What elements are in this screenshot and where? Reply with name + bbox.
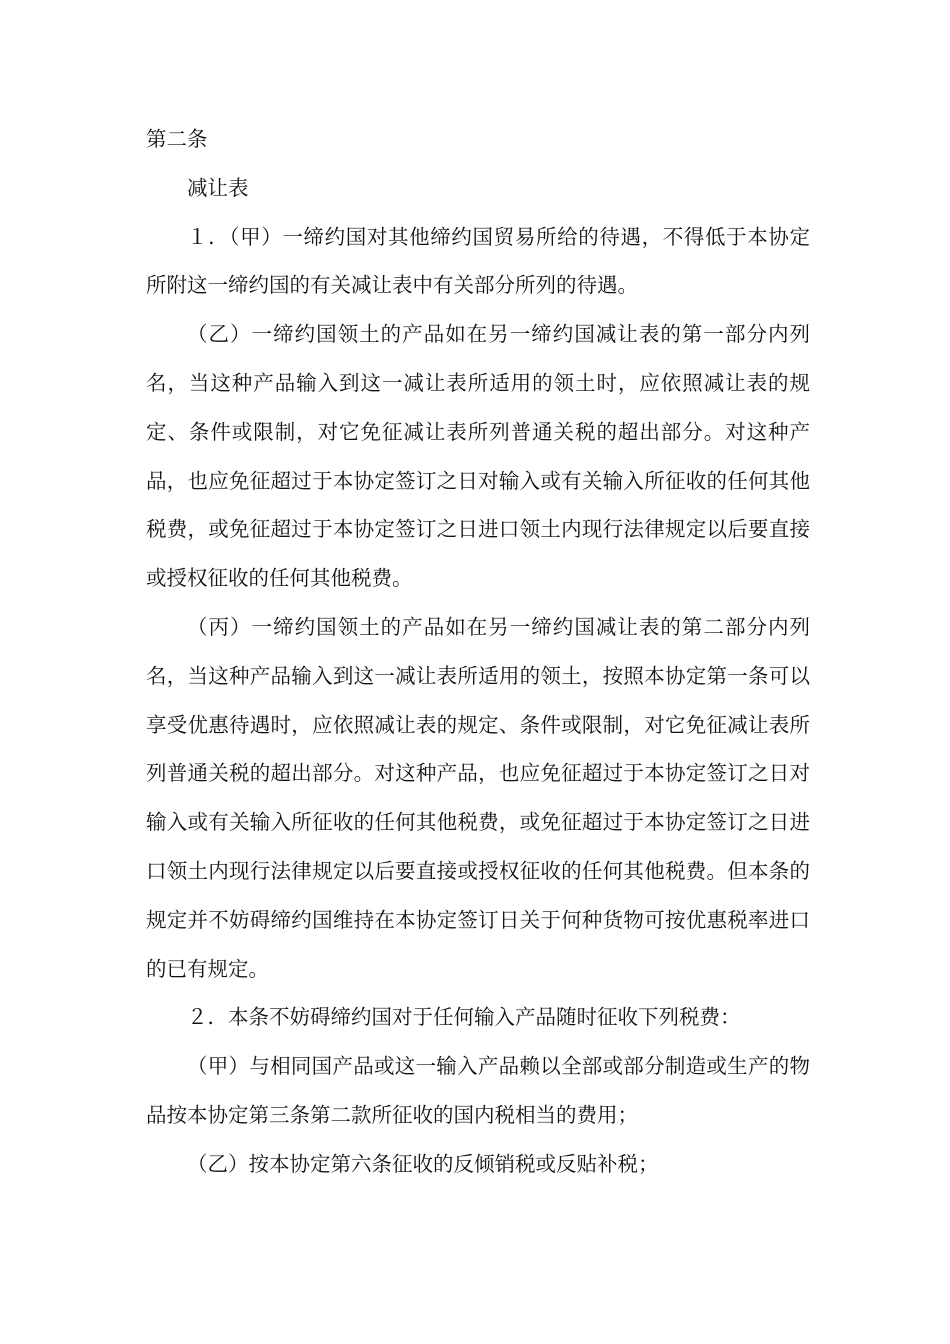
- paragraph-2-jia: （甲）与相同国产品或这一输入产品赖以全部或部分制造或生产的物品按本协定第三条第二款所征收的国内税相当的费用；: [146, 1054, 810, 1127]
- section-title: 减让表: [187, 175, 249, 200]
- paragraph-1-yi: （乙）一缔约国领土的产品如在另一缔约国减让表的第一部分内列名，当这种产品输入到这一减让表所适用的领土时，应依照减让表的规定、条件或限制，对它免征减让表所列普通关税的超出部分。对这种产品，也应免征超过于本协定签订之日对输入或有关输入所征收的任何其他税费，或免征超过于本协定签订之日进口领土内现行法律规定以后要直接或授权征收的任何其他税费。: [146, 322, 810, 591]
- paragraph-1-bing: （丙）一缔约国领土的产品如在另一缔约国减让表的第二部分内列名，当这种产品输入到这一减让表所适用的领土，按照本协定第一条可以享受优惠待遇时，应依照减让表的规定、条件或限制，对它免征减让表所列普通关税的超出部分。对这种产品，也应免征超过于本协定签订之日对输入或有关输入所征收的任何其他税费，或免征超过于本协定签订之日进口领土内现行法律规定以后要直接或授权征收的任何其他税费。但本条的规定并不妨碍缔约国维持在本协定签订日关于何种货物可按优惠税率进口的已有规定。: [146, 614, 810, 981]
- paragraph-2-yi: （乙）按本协定第六条征收的反倾销税或反贴补税；: [187, 1151, 659, 1176]
- paragraph-2: ２．本条不妨碍缔约国对于任何输入产品随时征收下列税费：: [187, 1005, 741, 1030]
- article-title: 第二条: [146, 127, 208, 151]
- paragraph-1-jia: １．（甲）一缔约国对其他缔约国贸易所给的待遇，不得低于本协定所附这一缔约国的有关减让表中有关部分所列的待遇。: [146, 224, 810, 298]
- document-body: [146, 115, 810, 1189]
